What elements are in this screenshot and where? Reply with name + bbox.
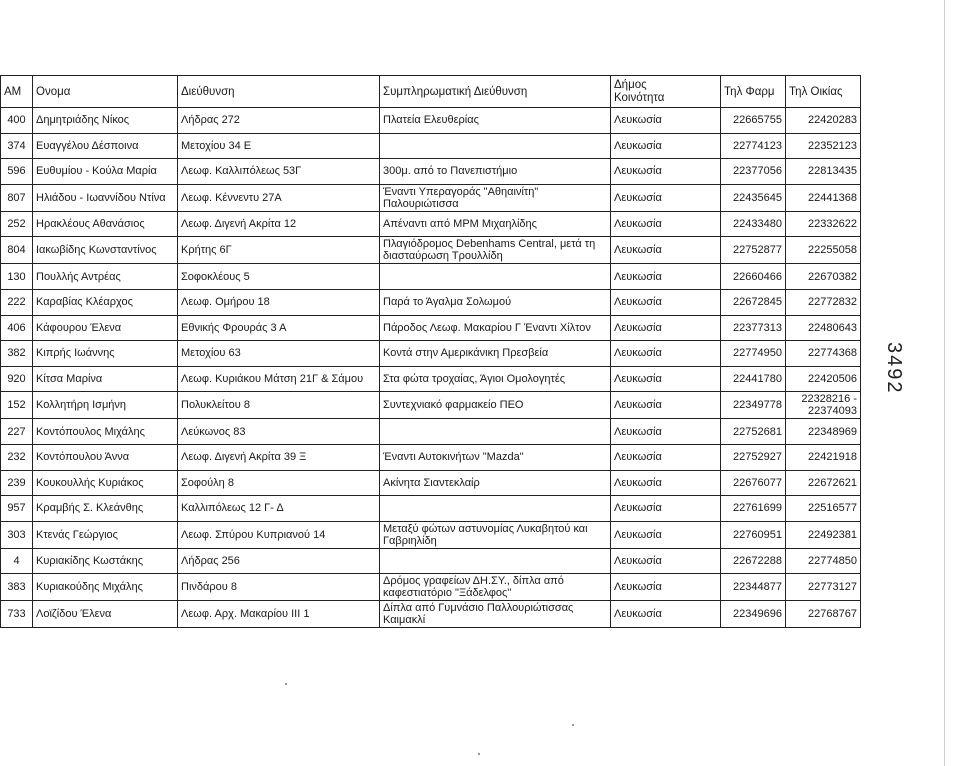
cell-phone-pharmacy: 22672845 <box>721 289 786 315</box>
cell-am: 807 <box>1 184 33 211</box>
cell-name: Κυριακούδης Μιχάλης <box>33 574 178 601</box>
cell-municipality: Λευκωσία <box>611 133 721 159</box>
cell-phone-pharmacy: 22761699 <box>721 496 786 522</box>
table-row <box>1 315 861 341</box>
cell-name: Κιπρής Ιωάννης <box>33 341 178 367</box>
table-row <box>1 211 861 237</box>
cell-address: Κρήτης 6Γ <box>178 237 380 264</box>
header-municipality-line2: Κοινότητα <box>614 91 665 104</box>
cell-name: Ηρακλέους Αθανάσιος <box>33 211 178 237</box>
table-row <box>1 184 861 211</box>
cell-am: 252 <box>1 211 33 237</box>
header-name: Ονομα <box>33 76 178 108</box>
cell-municipality: Λευκωσία <box>611 601 721 628</box>
scan-speck <box>572 724 574 726</box>
cell-address: Λεύκωνος 83 <box>178 419 380 445</box>
cell-extra-address: Έναντι Αυτοκινήτων "Mazda" <box>380 444 611 470</box>
table-row <box>1 444 861 470</box>
cell-phone-home: 22441368 <box>786 184 861 211</box>
cell-phone-pharmacy: 22665755 <box>721 108 786 134</box>
cell-name: Καραβίας Κλέαρχος <box>33 289 178 315</box>
header-row <box>1 76 861 108</box>
cell-am: 383 <box>1 574 33 601</box>
page-number-rotated: 3492 <box>883 342 905 395</box>
table-row <box>1 159 861 185</box>
cell-extra-address: Δρόμος γραφείων ΔΗ.ΣΥ., δίπλα από καφεστιατόριο "Ξάδελφος" <box>380 574 611 601</box>
table-row <box>1 264 861 290</box>
header-municipality-line1: Δήμος <box>614 78 647 91</box>
cell-name: Ευθυμίου - Κούλα Μαρία <box>33 159 178 185</box>
cell-phone-home: 22348969 <box>786 419 861 445</box>
cell-municipality: Λευκωσία <box>611 496 721 522</box>
cell-extra-address <box>380 419 611 445</box>
cell-name: Ευαγγέλου Δέσποινα <box>33 133 178 159</box>
table-row <box>1 601 861 628</box>
cell-phone-home: 22813435 <box>786 159 861 185</box>
cell-phone-home: 22670382 <box>786 264 861 290</box>
cell-address: Λεωφ. Αρχ. Μακαρίου ΙΙΙ 1 <box>178 601 380 628</box>
cell-municipality: Λευκωσία <box>611 211 721 237</box>
cell-extra-address: Πάροδος Λεωφ. Μακαρίου Γ Έναντι Χίλτον <box>380 315 611 341</box>
cell-phone-pharmacy: 22377313 <box>721 315 786 341</box>
cell-address: Λεωφ. Σπύρου Κυπριανού 14 <box>178 521 380 548</box>
cell-am: 227 <box>1 419 33 445</box>
cell-address: Λεωφ. Κυριάκου Μάτση 21Γ & Σάμου <box>178 366 380 392</box>
cell-phone-home: 22352123 <box>786 133 861 159</box>
header-address: Διεύθυνση <box>178 76 380 108</box>
cell-municipality: Λευκωσία <box>611 159 721 185</box>
cell-am: 382 <box>1 341 33 367</box>
cell-municipality: Λευκωσία <box>611 470 721 496</box>
cell-municipality: Λευκωσία <box>611 419 721 445</box>
cell-phone-pharmacy: 22752927 <box>721 444 786 470</box>
cell-extra-address: Πλατεία Ελευθερίας <box>380 108 611 134</box>
cell-extra-address: 300μ. από το Πανεπιστήμιο <box>380 159 611 185</box>
cell-phone-home: 22774368 <box>786 341 861 367</box>
cell-name: Κτενάς Γεώργιος <box>33 521 178 548</box>
cell-am: 957 <box>1 496 33 522</box>
cell-address: Λήδρας 256 <box>178 548 380 574</box>
cell-am: 596 <box>1 159 33 185</box>
cell-extra-address <box>380 133 611 159</box>
cell-extra-address: Πλαγιόδρομος Debenhams Central, μετά τη διασταύρωση Τρουλλίδη <box>380 237 611 264</box>
table-row <box>1 470 861 496</box>
table-row <box>1 521 861 548</box>
cell-name: Ηλιάδου - Ιωαννίδου Ντίνα <box>33 184 178 211</box>
cell-am: 804 <box>1 237 33 264</box>
cell-extra-address <box>380 548 611 574</box>
scan-speck <box>285 683 287 685</box>
cell-extra-address: Συντεχνιακό φαρμακείο ΠΕΟ <box>380 392 611 419</box>
header-extra-address: Συμπληρωματική Διεύθυνση <box>380 76 611 108</box>
cell-phone-pharmacy: 22433480 <box>721 211 786 237</box>
cell-phone-home: 22255058 <box>786 237 861 264</box>
cell-address: Μετοχίου 63 <box>178 341 380 367</box>
cell-address: Λεωφ. Ομήρου 18 <box>178 289 380 315</box>
cell-municipality: Λευκωσία <box>611 341 721 367</box>
cell-municipality: Λευκωσία <box>611 366 721 392</box>
table-body <box>1 108 861 628</box>
header-phone-home: Τηλ Οικίας <box>786 76 861 108</box>
table-row <box>1 574 861 601</box>
cell-phone-home: 22328216 - 22374093 <box>786 392 861 419</box>
cell-phone-pharmacy: 22377056 <box>721 159 786 185</box>
table-row <box>1 548 861 574</box>
cell-address: Λεωφ. Καλλιπόλεως 53Γ <box>178 159 380 185</box>
cell-am: 130 <box>1 264 33 290</box>
scan-speck <box>478 753 480 755</box>
cell-am: 303 <box>1 521 33 548</box>
cell-municipality: Λευκωσία <box>611 184 721 211</box>
cell-phone-pharmacy: 22752681 <box>721 419 786 445</box>
cell-phone-home: 22773127 <box>786 574 861 601</box>
cell-address: Λεωφ. Κέννεντυ 27Α <box>178 184 380 211</box>
cell-name: Κραμβής Σ. Κλεάνθης <box>33 496 178 522</box>
cell-phone-pharmacy: 22752877 <box>721 237 786 264</box>
cell-municipality: Λευκωσία <box>611 444 721 470</box>
table-row <box>1 419 861 445</box>
table-row <box>1 237 861 264</box>
cell-phone-home: 22492381 <box>786 521 861 548</box>
cell-extra-address: Μεταξύ φώτων αστυνομίας Λυκαβητού και Γαβριηλίδη <box>380 521 611 548</box>
cell-phone-pharmacy: 22344877 <box>721 574 786 601</box>
cell-phone-home: 22421918 <box>786 444 861 470</box>
header-am: AM <box>1 76 33 108</box>
table-row <box>1 392 861 419</box>
cell-name: Πουλλής Αντρέας <box>33 264 178 290</box>
table-row <box>1 366 861 392</box>
cell-extra-address: Δίπλα από Γυμνάσιο Παλλουριώτισσας Καιμακλί <box>380 601 611 628</box>
cell-extra-address: Παρά το Άγαλμα Σολωμού <box>380 289 611 315</box>
cell-am: 920 <box>1 366 33 392</box>
cell-phone-pharmacy: 22760951 <box>721 521 786 548</box>
cell-address: Λεωφ. Διγενή Ακρίτα 12 <box>178 211 380 237</box>
cell-am: 374 <box>1 133 33 159</box>
cell-municipality: Λευκωσία <box>611 237 721 264</box>
cell-municipality: Λευκωσία <box>611 289 721 315</box>
cell-extra-address: Στα φώτα τροχαίας, Άγιοι Ομολογητές <box>380 366 611 392</box>
cell-extra-address: Έναντι Υπεραγοράς "Αθηαινίτη" Παλουριώτισσα <box>380 184 611 211</box>
cell-phone-pharmacy: 22676077 <box>721 470 786 496</box>
cell-address: Λήδρας 272 <box>178 108 380 134</box>
cell-name: Ιακωβίδης Κωνσταντίνος <box>33 237 178 264</box>
cell-am: 239 <box>1 470 33 496</box>
table-row <box>1 341 861 367</box>
cell-address: Σοφοκλέους 5 <box>178 264 380 290</box>
page-margin-line <box>944 0 945 766</box>
cell-municipality: Λευκωσία <box>611 108 721 134</box>
cell-phone-pharmacy: 22774950 <box>721 341 786 367</box>
cell-phone-pharmacy: 22349778 <box>721 392 786 419</box>
cell-am: 4 <box>1 548 33 574</box>
cell-am: 232 <box>1 444 33 470</box>
cell-municipality: Λευκωσία <box>611 574 721 601</box>
cell-phone-home: 22672621 <box>786 470 861 496</box>
cell-extra-address: Κοντά στην Αμερικάνικη Πρεσβεία <box>380 341 611 367</box>
cell-municipality: Λευκωσία <box>611 315 721 341</box>
cell-name: Κολλητήρη Ισμήνη <box>33 392 178 419</box>
header-phone-pharmacy: Τηλ Φαρμ <box>721 76 786 108</box>
cell-name: Λοϊζίδου Έλενα <box>33 601 178 628</box>
cell-address: Λεωφ. Διγενή Ακρίτα 39 Ξ <box>178 444 380 470</box>
cell-phone-home: 22420506 <box>786 366 861 392</box>
cell-phone-home: 22774850 <box>786 548 861 574</box>
cell-address: Καλλιπόλεως 12 Γ- Δ <box>178 496 380 522</box>
cell-municipality: Λευκωσία <box>611 521 721 548</box>
cell-name: Κοντόπουλου Άννα <box>33 444 178 470</box>
cell-address: Πινδάρου 8 <box>178 574 380 601</box>
cell-phone-pharmacy: 22660466 <box>721 264 786 290</box>
cell-name: Κυριακίδης Κωστάκης <box>33 548 178 574</box>
cell-name: Κοντόπουλος Μιχάλης <box>33 419 178 445</box>
cell-phone-home: 22480643 <box>786 315 861 341</box>
cell-name: Δημητριάδης Νίκος <box>33 108 178 134</box>
cell-municipality: Λευκωσία <box>611 548 721 574</box>
cell-address: Πολυκλείτου 8 <box>178 392 380 419</box>
cell-phone-pharmacy: 22774123 <box>721 133 786 159</box>
cell-address: Εθνικής Φρουράς 3 Α <box>178 315 380 341</box>
cell-extra-address <box>380 496 611 522</box>
cell-am: 406 <box>1 315 33 341</box>
cell-phone-home: 22772832 <box>786 289 861 315</box>
cell-am: 222 <box>1 289 33 315</box>
cell-name: Κίτσα Μαρίνα <box>33 366 178 392</box>
cell-extra-address: Ακίνητα Σιαντεκλαίρ <box>380 470 611 496</box>
cell-phone-pharmacy: 22349696 <box>721 601 786 628</box>
cell-am: 733 <box>1 601 33 628</box>
cell-name: Κουκουλλής Κυριάκος <box>33 470 178 496</box>
table-row <box>1 133 861 159</box>
cell-municipality: Λευκωσία <box>611 264 721 290</box>
cell-am: 400 <box>1 108 33 134</box>
cell-phone-home: 22332622 <box>786 211 861 237</box>
cell-phone-pharmacy: 22435645 <box>721 184 786 211</box>
cell-address: Μετοχίου 34 Ε <box>178 133 380 159</box>
cell-phone-home: 22516577 <box>786 496 861 522</box>
cell-municipality: Λευκωσία <box>611 392 721 419</box>
cell-am: 152 <box>1 392 33 419</box>
cell-name: Κάφουρου Έλενα <box>33 315 178 341</box>
header-municipality <box>611 76 721 108</box>
cell-phone-home: 22420283 <box>786 108 861 134</box>
table-row <box>1 108 861 134</box>
cell-phone-pharmacy: 22441780 <box>721 366 786 392</box>
cell-address: Σοφούλη 8 <box>178 470 380 496</box>
cell-phone-pharmacy: 22672288 <box>721 548 786 574</box>
cell-phone-home: 22768767 <box>786 601 861 628</box>
cell-extra-address <box>380 264 611 290</box>
cell-extra-address: Απέναντι από ΜΡΜ Μιχαηλίδης <box>380 211 611 237</box>
table-row <box>1 496 861 522</box>
table-row <box>1 289 861 315</box>
pharmacy-table <box>0 75 861 628</box>
